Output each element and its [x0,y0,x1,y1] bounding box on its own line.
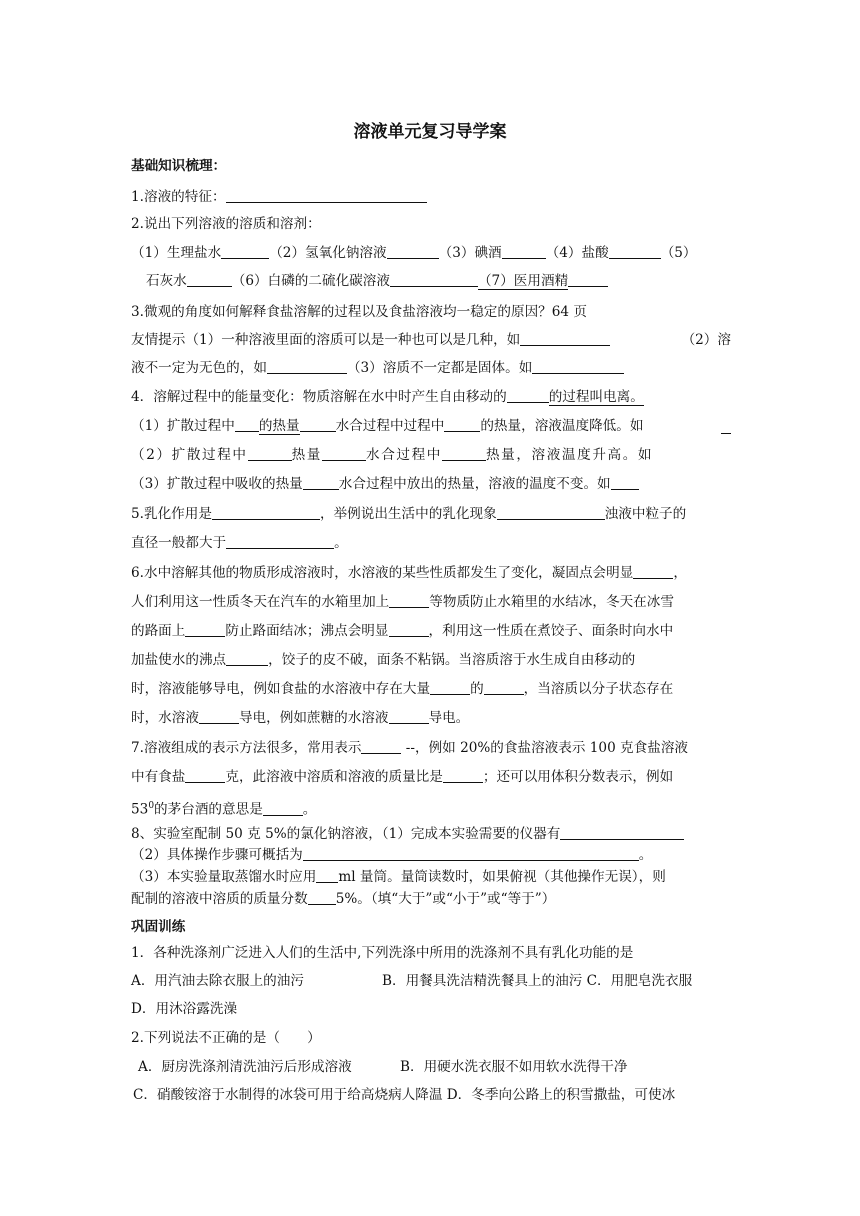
q4b-4: 热量，溶液温度升高。如 [485,447,654,463]
question-7-line-3 [131,795,316,821]
answer-blank [609,244,661,259]
q6-3c: ，利用这一性质在煮饺子、面条时向水中 [428,623,674,639]
answer-blank [187,272,232,287]
q5-3: 浊液中粒子的 [604,506,687,522]
question-5-row-2 [131,532,348,554]
answer-blank [212,505,320,520]
q6-4a: 加盐使水的沸点 [131,652,227,668]
q7-3b: 的茅台酒的意思是 [154,801,263,818]
answer-blank [226,188,427,203]
question-8-line-4 [131,888,555,910]
question-6-line-6 [131,707,469,729]
question-6-line-5 [131,678,673,700]
question-2: 2.说出下列溶液的溶质和溶剂： [131,216,321,232]
q4c-2: 水合过程中放出的热量，溶液的温度不变。如 [338,476,611,492]
answer-blank [303,475,339,490]
q6-6a: 时，水溶液 [131,710,199,726]
q7-3a: 53 [131,801,149,818]
q8-3b: ml 量筒。量筒读数时，如果俯视（其他操作无误），则 [338,869,666,885]
answer-blank [389,709,429,724]
q6-1b: ， [673,565,687,581]
question-7-line-1 [131,737,688,759]
answer-blank [235,417,259,432]
q4a-1: （1）扩散过程中 [131,418,235,434]
q5b-1: 直径一般都大于 [131,535,227,551]
answer-blank [611,475,639,490]
tip-row-1 [131,329,731,351]
q2a-5: （5） [660,245,697,261]
q6-3a: 的路面上 [131,623,186,639]
q4a-4: 的热量，溶液温度降低。如 [480,418,644,434]
q7-2c: ；还可以用体积分数表示，例如 [482,769,674,785]
question-8-line-1 [131,823,684,845]
answer-blank [389,622,429,637]
practice-1-option-d: D．用沐浴露洗澡 [131,1001,238,1017]
question-4 [131,386,644,408]
answer-blank [444,417,480,432]
answer-blank [248,446,292,461]
answer-blank [387,244,439,259]
q5-1: 5.乳化作用是 [131,506,212,522]
question-2-row-2 [146,270,608,292]
q2b-1: 石灰水 [146,273,187,289]
q6-5c: ，当溶质以分子状态存在 [523,681,674,697]
practice-question-1: 1．各种洗涤剂广泛进入人们的生活中,下列洗涤中所用的洗涤剂不具有乳化功能的是 [131,945,634,961]
q8-2-end: 。 [638,847,653,863]
q2b-2: （6）白磷的二硫化碳溶液 [231,273,390,289]
q8-3a: （3）本实验量取蒸馏水时应用 [131,869,317,885]
q8-4b: 5%。（填“大于”或“小于”或“等于”） [335,891,556,907]
question-4-row-3 [131,473,639,495]
answer-blank [226,534,334,549]
answer-blank [568,272,608,287]
q8-4a: 配制的溶液中溶质的质量分数 [131,891,308,907]
question-7-line-2 [131,766,673,788]
answer-blank [185,622,225,637]
q4c-1: （3）扩散过程中吸收的热量 [131,476,303,492]
question-6-line-4 [131,649,635,671]
answer-blank [221,244,269,259]
q7-3c: 。 [302,801,317,818]
q4b-1: （2）扩散过程中 [131,447,248,463]
q7-2a: 中有食盐 [131,769,186,785]
question-6-line-3 [131,620,673,642]
answer-blank [199,709,239,724]
question-8-line-2 [131,844,652,866]
q8-1: 8、实验室配制 50 克 5%的氯化钠溶液，（1）完成本实验需要的仪器有 [131,826,561,842]
q6-2b: 等物质防止水箱里的水结冰，冬天在冰雪 [429,594,674,610]
q4-2: 的过程叫电离。 [548,389,644,405]
tip2-1: 液不一定为无色的，如 [131,360,267,376]
answer-blank [185,768,225,783]
answer-blank [267,359,347,374]
answer-blank [361,739,401,754]
answer-blank [226,651,268,666]
section-heading-basics: 基础知识梳理： [131,158,227,174]
q4a-3: 水合过程中过程中 [335,418,445,434]
section-heading-practice: 巩固训练 [131,919,186,935]
practice-2-option-a: A．厨房洗涤剂清洗油污后形成溶液 [138,1059,352,1075]
question-4-row-1 [131,415,731,437]
question-3: 3.微观的角度如何解释食盐溶解的过程以及食盐溶液均一稳定的原因？64 页 [131,304,587,320]
q8-2: （2）具体操作步骤可概括为 [131,847,303,863]
q2a-2: （2）氢氧化钠溶液 [269,245,387,261]
answer-blank [442,446,486,461]
answer-blank [443,768,483,783]
answer-blank [390,272,478,287]
q6-4b: ，饺子的皮不破，面条不粘锅。当溶质溶于水生成自由移动的 [268,652,636,668]
q2a-4: （4）盐酸 [545,245,609,261]
q7-2b: 克，此溶液中溶质和溶液的质量比是 [225,769,443,785]
question-5 [131,503,686,525]
q6-6c: 导电。 [428,710,470,726]
q4a-2: 的热量 [258,418,300,434]
q7-1a: 7.溶液组成的表示方法很多，常用表示 [131,740,362,756]
answer-blank [721,419,731,434]
answer-blank [308,890,336,905]
answer-blank [316,868,338,883]
answer-blank [430,680,470,695]
question-6-line-2 [131,591,674,613]
question-1 [131,186,427,208]
q7-1b: --，例如 20%的食盐溶液表示 100 克食盐溶液 [405,740,689,756]
practice-1-option-a: A．用汽油去除衣服上的油污 [131,973,304,989]
practice-2-option-c-d: C．硝酸铵溶于水制得的冰袋可用于给高烧病人降温 D．冬季向公路上的积雪撒盐，可使冰 [133,1087,676,1103]
answer-blank [520,331,610,346]
answer-blank [560,825,684,840]
answer-blank [633,564,673,579]
q6-5a: 时，溶液能够导电，例如食盐的水溶液中存在大量 [131,681,431,697]
q6-3b: 防止路面结冰；沸点会明显 [225,623,389,639]
page-title: 溶液单元复习导学案 [353,122,507,142]
q5b-2: 。 [334,535,348,551]
q4b-2: 热量 [291,447,322,463]
question-1-text: 1.溶液的特征： [131,189,226,205]
practice-question-2: 2.下列说法不正确的是（ ） [131,1030,321,1046]
question-8-line-3 [131,866,666,888]
answer-blank [263,801,303,816]
q6-2a: 人们利用这一性质冬天在汽车的水箱里加上 [131,594,390,610]
q6-6b: 导电，例如蔗糖的水溶液 [238,710,389,726]
q2a-3: （3）碘酒 [438,245,502,261]
tip-row-2 [131,357,624,379]
question-2-row-1 [131,242,697,264]
answer-blank [502,244,546,259]
answer-blank [484,680,524,695]
answer-blank [300,417,336,432]
q4b-3: 水合过程中 [366,447,442,463]
q4-1: 4．溶解过程中的能量变化：物质溶解在水中时产生自由移动的 [131,389,507,405]
tip-2: （2）溶 [681,332,731,348]
degree-superscript: 0 [148,801,155,811]
q2a-1: （1）生理盐水 [131,245,222,261]
answer-blank [322,446,366,461]
answer-blank [497,505,605,520]
practice-1-option-b-c: B．用餐具洗洁精洗餐具上的油污 C．用肥皂洗衣服 [382,973,693,989]
tip-1: 友情提示（1）一种溶液里面的溶质可以是一种也可以是几种，如 [131,332,521,348]
question-4-row-2 [131,444,653,466]
answer-blank [389,593,429,608]
question-6-line-1 [131,562,687,584]
answer-blank [532,359,624,374]
q5-2: ，举例说出生活中的乳化现象 [319,506,497,522]
tip2-2: （3）溶质不一定都是固体。如 [346,360,533,376]
answer-blank [507,388,549,403]
q6-5b: 的 [470,681,484,697]
q2b-3: （7）医用酒精 [477,273,569,289]
q6-1a: 6.水中溶解其他的物质形成溶液时，水溶液的某些性质都发生了变化，凝固点会明显 [131,565,634,581]
practice-2-option-b: B．用硬水洗衣服不如用软水洗得干净 [400,1059,628,1075]
answer-blank [303,846,639,861]
